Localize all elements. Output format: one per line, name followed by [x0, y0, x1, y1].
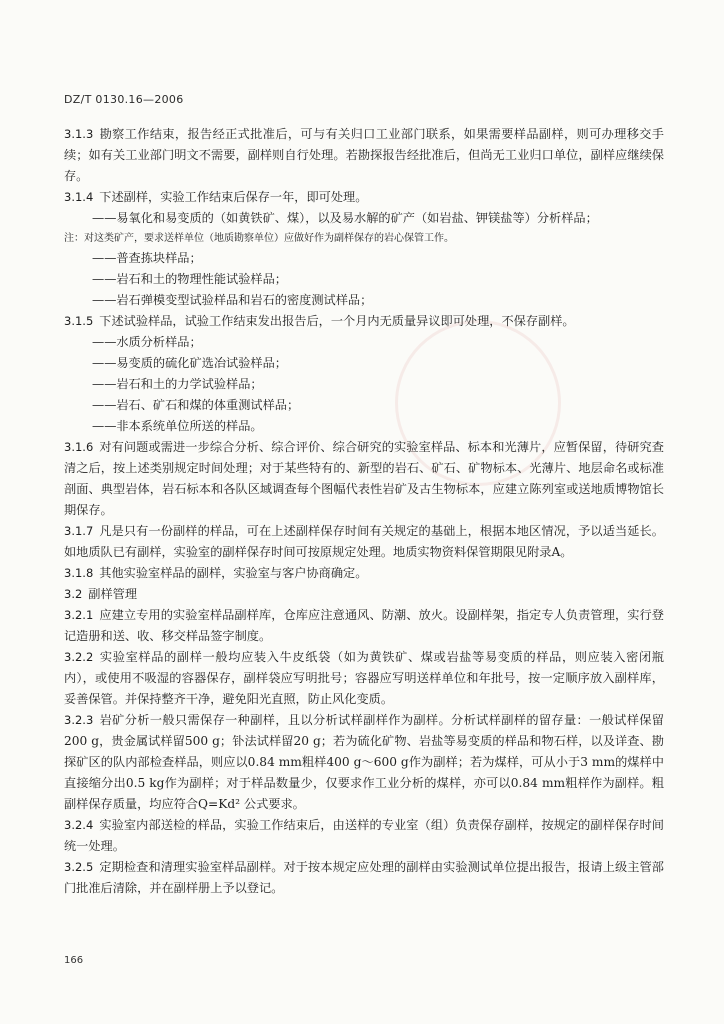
clause-paragraph [64, 605, 664, 647]
clause-number: 3.1.4 [64, 190, 94, 204]
list-item [92, 395, 664, 416]
clause-text: 应建立专用的实验室样品副样库，仓库应注意通风、防潮、放火。设副样架，指定专人负责管理，实行登记造册和送、收、移交样品签字制度。 [64, 608, 664, 643]
list-item-text: ——水质分析样品； [92, 335, 202, 349]
section-heading [64, 584, 664, 605]
clause-paragraph [64, 187, 664, 208]
page-number: 166 [64, 955, 84, 966]
clause-text: 下述副样，实验工作结束后保存一年，即可处理。 [99, 190, 368, 204]
list-item [92, 332, 664, 353]
clause-paragraph [64, 647, 664, 710]
list-item-text: ——易变质的硫化矿选冶试验样品； [92, 356, 287, 370]
clause-paragraph [64, 710, 664, 815]
list-item [92, 353, 664, 374]
list-item-text: ——易氧化和易变质的（如黄铁矿、煤），以及易水解的矿产（如岩盐、钾镁盐等）分析样品； [92, 211, 598, 225]
clause-text: 副样管理 [88, 587, 138, 601]
list-item-text: ——岩石和土的物理性能试验样品； [92, 272, 287, 286]
clause-number: 3.1.8 [64, 566, 94, 580]
list-item-text: ——普查拣块样品； [92, 251, 202, 265]
clause-text: 定期检查和清理实验室样品副样。对于按本规定应处理的副样由实验测试单位提出报告，报请上级主管部门批准后清除，并在副样册上予以登记。 [64, 860, 664, 895]
clause-paragraph [64, 124, 664, 187]
list-item-text: ——岩石和土的力学试验样品； [92, 377, 263, 391]
clause-number: 3.1.3 [64, 127, 94, 141]
list-item [92, 416, 664, 437]
clause-number: 3.2.3 [64, 713, 94, 727]
clause-paragraph [64, 563, 664, 584]
note-text: 注：对这类矿产，要求送样单位（地质勘察单位）应做好作为副样保存的岩心保管工作。 [64, 233, 454, 244]
clause-text: 其他实验室样品的副样，实验室与客户协商确定。 [99, 566, 368, 580]
list-item-text: ——非本系统单位所送的样品。 [92, 419, 263, 433]
clause-number: 3.2 [64, 587, 83, 601]
clause-text: 实验室样品的副样一般均应装入牛皮纸袋（如为黄铁矿、煤或岩盐等易变质的样品，则应装入密闭瓶内），或使用不吸湿的容器保存，副样袋应写明批号；容器应写明送样单位和年批号，按一定顺序放入副样库，妥善保管。并保持整齐干净，避免阳光直照，防止风化变质。 [64, 650, 664, 706]
list-item [92, 269, 664, 290]
clause-paragraph [64, 311, 664, 332]
document-body [64, 124, 664, 899]
list-item [92, 374, 664, 395]
clause-text: 勘察工作结束，报告经正式批准后，可与有关归口工业部门联系，如果需要样品副样，则可办理移交手续；如有关工业部门明文不需要，副样则自行处理。若勘探报告经批准后，但尚无工业归口单位，副样应继续保存。 [64, 127, 664, 183]
clause-text: 对有问题或需进一步综合分析、综合评价、综合研究的实验室样品、标本和光薄片，应暂保留，待研究查清之后，按上述类别规定时间处理；对于某些特有的、新型的岩石、矿石、矿物标本、光薄片、地层命名或标准剖面、典型岩体，岩石标本和各队区域调查每个图幅代表性岩矿及古生物标本，应建立陈列室或送地质博物馆长期保存。 [64, 440, 664, 517]
clause-paragraph [64, 437, 664, 521]
list-item [92, 290, 664, 311]
clause-number: 3.2.2 [64, 650, 94, 664]
list-item [92, 248, 664, 269]
clause-number: 3.1.6 [64, 440, 94, 454]
list-item-text: ——岩石、矿石和煤的体重测试样品； [92, 398, 300, 412]
clause-paragraph [64, 521, 664, 563]
clause-number: 3.1.5 [64, 314, 94, 328]
clause-text: 岩矿分析一般只需保存一种副样，且以分析试样副样作为副样。分析试样副样的留存量：一般试样保留200 g，贵金属试样留500 g；钋法试样留20 g；若为硫化矿物、岩盐等易变质的样品和物石样，以及详查、勘探矿区的队内部检查样品，则应以0.84 mm粗样400 g～600 g作为副样；若为煤样，可从小于3 mm的煤样中直接缩分出0.5 kg作为副样；对于样品数量少，仅要求作工业分析的煤样，亦可以0.84 mm粗样作为副样。粗副样保存质量，均应符合Q=Kd² 公式要求。 [64, 713, 664, 811]
list-item-text: ——岩石弹模变型试验样品和岩石的密度测试样品； [92, 293, 373, 307]
clause-number: 3.2.5 [64, 860, 94, 874]
clause-paragraph [64, 857, 664, 899]
clause-paragraph [64, 815, 664, 857]
document-id: DZ/T 0130.16—2006 [64, 93, 184, 106]
clause-number: 3.2.1 [64, 608, 94, 622]
list-item [92, 208, 664, 229]
clause-text: 下述试验样品，试验工作结束发出报告后，一个月内无质量异议即可处理，不保存副样。 [99, 314, 575, 328]
clause-number: 3.1.7 [64, 524, 94, 538]
clause-text: 实验室内部送检的样品，实验工作结束后，由送样的专业室（组）负责保存副样，按规定的副样保存时间统一处理。 [64, 818, 664, 853]
clause-number: 3.2.4 [64, 818, 94, 832]
clause-text: 凡是只有一份副样的样品，可在上述副样保存时间有关规定的基础上，根据本地区情况，予以适当延长。如地质队已有副样，实验室的副样保存时间可按原规定处理。地质实物资料保管期限见附录A。 [64, 524, 664, 559]
